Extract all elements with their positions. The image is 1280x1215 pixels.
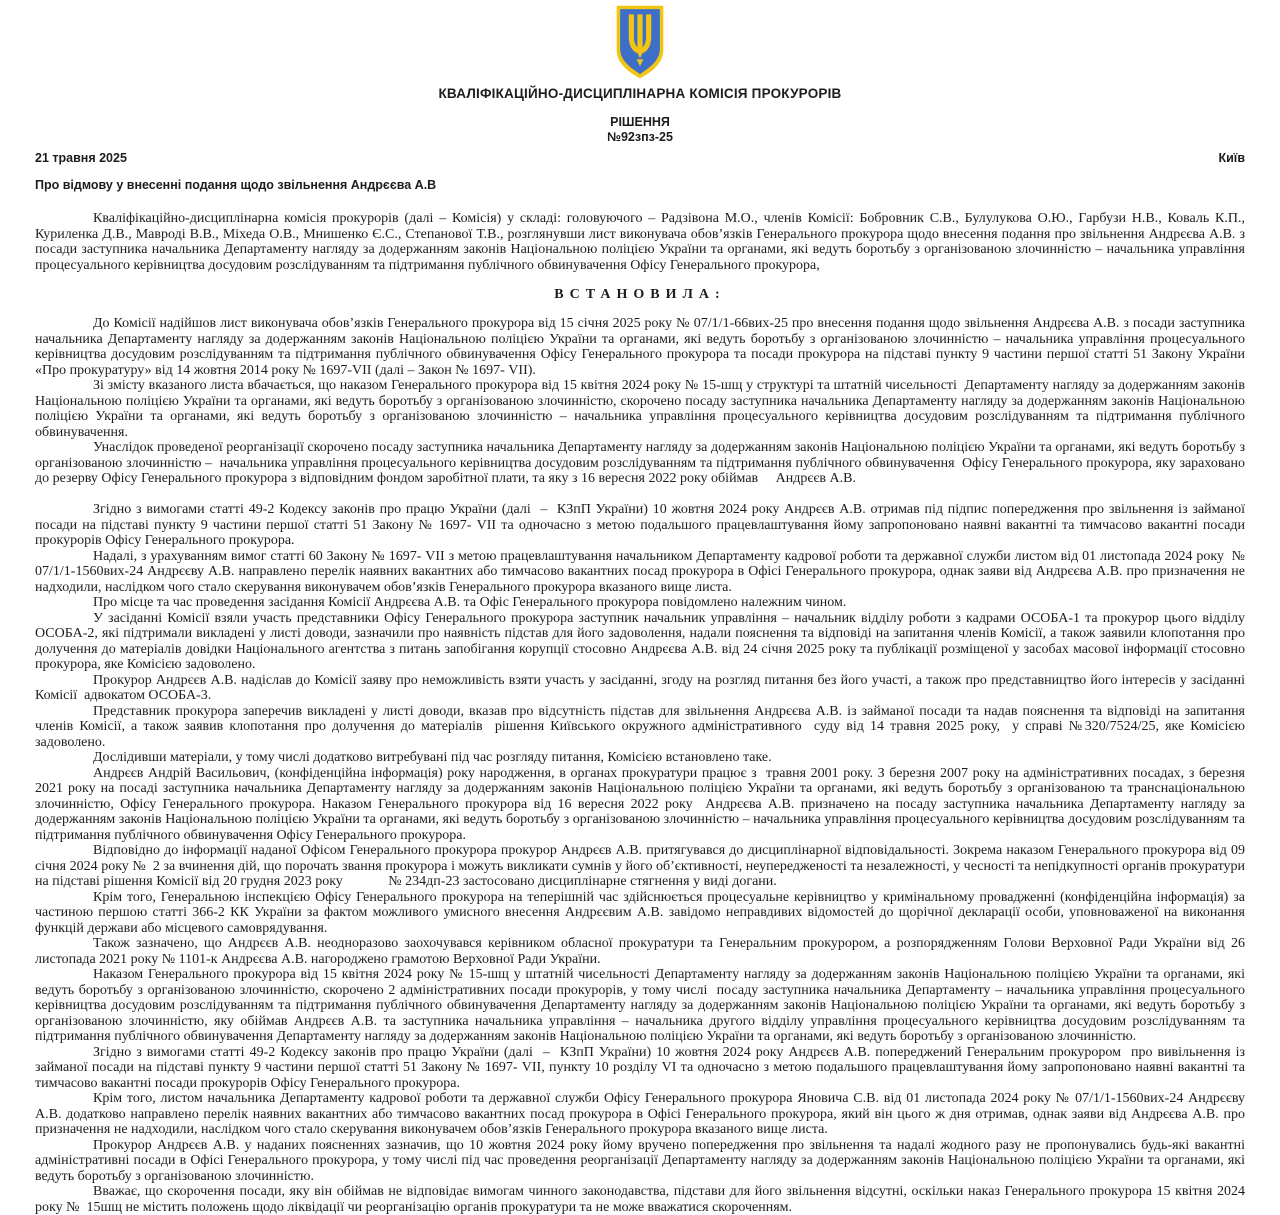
- ukraine-trident-emblem-icon: [614, 4, 666, 80]
- document-type: РІШЕННЯ: [610, 115, 670, 129]
- document-date: 21 травня 2025: [35, 151, 127, 165]
- body-paragraph: Зі змісту вказаного листа вбачається, що наказом Генерального прокурора від 15 квітня 2024 року № 15-шщ у структурі та штатній чисельності Департаменту нагляду за додержанням законів Національною поліцією України та органами, які ведуть боротьбу з організованою злочинністю, скорочено посаду заступника начальника Департаменту нагляду за додержанням законів Національною поліцією України та органами, які ведуть боротьбу з організованою злочинністю – начальника управління процесуального керівництва досудовим розслідуванням та підтримання публічного обвинувачення.: [35, 378, 1245, 440]
- body-paragraph: Унаслідок проведеної реорганізації скорочено посаду заступника начальника Департаменту нагляду за додержанням законів Національною поліцією України та органами, які ведуть боротьбу з організованою злочинністю – начальника управління процесуального керівництва досудовим розслідуванням та підтримання публічного обвинувачення Офісу Генерального прокурора, яку зараховано до резерву Офісу Генерального прокурора з відповідним фондом заробітної плати, та яку з 16 вересня 2022 року обіймав Андрєєв А.В.: [35, 440, 1245, 486]
- body-paragraph: Про місце та час проведення засідання Комісії Андрєєва А.В. та Офіс Генерального прокурора повідомлено належним чином.: [93, 595, 847, 610]
- document-number: №92зпз-25: [607, 130, 673, 144]
- body-paragraph: У засіданні Комісії взяли участь представники Офісу Генерального прокурора заступник начальник управління – начальник відділу роботи з кадрами ОСОБА-1 та прокурор цього відділу ОСОБА-2, які підтримали викладені у листі доводи, зазначили про наявність підстав для його задоволення, надали пояснення та відповіді на запитання членів Комісії, а також заявили клопотання про долучення до матеріалів довідки Національного агентства з питань запобігання корупції стосовно Андрєєва А.В. від 24 січня 2025 року та публікації розміщеної у засобах масової інформації стосовно прокурора, яке Комісією задоволено.: [35, 610, 1245, 672]
- body-paragraph: До Комісії надійшов лист виконувача обов’язків Генерального прокурора від 15 січня 2025 року № 07/1/1-66вих-25 про внесення подання щодо звільнення Андрєєва А.В. з посади заступника начальника Департаменту нагляду за додержанням законів Національною поліцією України та органами, які ведуть боротьбу з організованою злочинністю – начальника управління процесуального керівництва досудовим розслідуванням та підтримання публічного обвинувачення Офісу Генерального прокурора та посади прокурора на підставі пункту 9 частини першої статті 51 Закону України «Про прокуратуру» від 14 жовтня 2014 року № 1697-VII (далі – Закон № 1697- VII).: [35, 316, 1245, 378]
- body-paragraph: Надалі, з урахуванням вимог статті 60 Закону № 1697- VII з метою працевлаштування начальником Департаменту кадрової роботи та державної служби листом від 01 листопада 2024 року № 07/1/1-1560вих-24 Андрєєву А.В. направлено перелік наявних вакантних або тимчасово вакантних посад прокурора в Офісі Генерального прокурора, однак заяви від Андрєєва А.В. про призначення не надходили, наслідком чого стало скерування виконувачем обов’язків Генерального прокурора вказаного вище листа.: [35, 548, 1245, 595]
- emblem-container: [35, 4, 1245, 80]
- body-paragraph: Вважає, що скорочення посади, яку він обіймав не відповідає вимогам чинного законодавства, підстави для його звільнення відсутні, оскільки наказ Генерального прокурора 15 квітня 2024 року № 15шщ не містить положень щодо ліквідації чи реорганізацію органів прокуратури та не може вважатися скороченням.: [35, 1184, 1245, 1215]
- body-paragraph: Також зазначено, що Андрєєв А.В. неодноразово заохочувався керівником обласної прокуратури та Генеральним прокурором, а розпорядженням Голови Верховної Ради України від 26 листопада 2021 року № 1101-к Андрєєва А.В. нагороджено грамотою Верховної Ради України.: [35, 936, 1245, 967]
- document-subject: Про відмову у внесенні подання щодо звільнення Андрєєва А.В: [35, 178, 437, 192]
- organization-name: КВАЛІФІКАЦІЙНО-ДИСЦИПЛІНАРНА КОМІСІЯ ПРОКУРОРІВ: [438, 86, 842, 101]
- body-paragraph: Дослідивши матеріали, у тому числі додатково витребувані під час розгляду питання, Комісією встановлено таке.: [93, 750, 772, 765]
- body-paragraph: Крім того, Генеральною інспекцією Офісу Генерального прокурора на теперішній час здійснюється процесуальне керівництво у кримінальному провадженні (конфіденційна інформація) за частиною першою статті 366-2 КК України за фактом можливого умисного внесення Андрєєвим А.В. завідомо неправдивих відомостей до щорічної декларації особи, уповноваженої на виконання функцій держави або місцевого самоврядування.: [35, 889, 1245, 936]
- body-paragraph: Прокурор Андрєєв А.В. у наданих поясненнях зазначив, що 10 жовтня 2024 року йому вручено попередження про звільнення та надалі жодного разу не пропонувались будь-які вакантні адміністративні посади в Офісі Генерального прокурора, у тому числі під час проведення реорганізації Департаменту нагляду за додержанням законів Національною поліцією України та органами, які ведуть боротьбу з організованою злочинністю.: [35, 1137, 1245, 1184]
- document-city: Київ: [1218, 151, 1245, 165]
- date-city-row: [35, 151, 1245, 165]
- intro-paragraph: Кваліфікаційно-дисциплінарна комісія прокурорів (далі – Комісія) у складі: головуючого – Радзівона М.О., членів Комісії: Бобровник С.В., Булулукова О.Ю., Гарбузи Н.В., Коваль К.П., Куриленка Д.В., Мавроді В.В., Міхеда О.В., Мнишенко Є.С., Степанової Т.В., розглянувши лист виконувача обов’язків Генерального прокурора щодо внесення подання про звільнення Андрєєва А.В. з посади заступника начальника Департаменту нагляду за додержанням законів Національною поліцією України та органами, які ведуть боротьбу з організованою злочинністю – начальника управління процесуального керівництва досудовим розслідуванням та підтримання публічного обвинувачення Офісу Генерального прокурора,: [35, 211, 1245, 273]
- resolved-heading: ВСТАНОВИЛА:: [554, 287, 726, 302]
- body-paragraph: Прокурор Андрєєв А.В. надіслав до Комісії заяву про неможливість взяти участь у засіданні, згоду на розгляд питання без його участі, а також про представництво його інтересів у засіданні Комісії адвокатом ОСОБА-3.: [35, 672, 1245, 703]
- body-paragraph: Згідно з вимогами статті 49-2 Кодексу законів про працю України (далі – КЗпП України) 10 жовтня 2024 року Андрєєв А.В. попереджений Генеральним прокурором про вивільнення із займаної посади на підставі пункту 9 частини першої статті 51 Закону № 1697- VII, пункту 10 розділу VI та одночасно з метою подальшого працевлаштування йому запропоновано наявні вакантні та тимчасово вакантні посади прокурорів Офісу Генерального прокурора.: [35, 1044, 1245, 1091]
- body-paragraph: Андрєєв Андрій Васильович, (конфіденційна інформація) року народження, в органах прокуратури працює з травня 2001 року. З березня 2007 року на адміністративних посадах, з березня 2021 року на посаді заступника начальника Департаменту нагляду за додержанням законів Національною поліцією України та органами, які ведуть боротьбу з організованою та транснаціональною злочинністю, Офісу Генерального прокурора. Наказом Генерального прокурора від 16 вересня 2022 року Андрєєва А.В. призначено на посаду заступника начальника Департаменту нагляду за додержанням законів Національною поліцією України та органами, які ведуть боротьбу з організованою злочинністю – начальника управління процесуального керівництва досудовим розслідуванням та підтримання публічного обвинувачення Офісу Генерального прокурора.: [35, 765, 1245, 843]
- body-paragraph: Представник прокурора заперечив викладені у листі доводи, вказав про відсутність підстав для звільнення Андрєєва А.В. із займаної посади та надав пояснення та відповіді на запитання членів Комісії, а також заявив клопотання про долучення до матеріалів рішення Київського окружного адміністративного суду від 14 травня 2025 року, у справі №320/7524/25, яке Комісією задоволено.: [35, 703, 1245, 750]
- body-paragraph: Наказом Генерального прокурора від 15 квітня 2024 року № 15-шщ у штатній чисельності Департаменту нагляду за додержанням законів Національною поліцією України та органами, які ведуть боротьбу з організованою злочинністю, скорочено 2 адміністративних посади прокурорів, у тому числі посаду заступника начальника Департаменту – начальника управління процесуального керівництва досудовим розслідуванням та підтримання публічного обвинувачення Департаменту нагляду за додержанням законів Національною поліцією України та органами, які ведуть боротьбу з організованою злочинністю, яку обіймав Андрєєв А.В. та заступника начальника управління – начальника другого відділу управління процесуального керівництва досудовим розслідуванням та підтримання публічного обвинувачення Департаменту нагляду за додержанням законів Національною поліцією України та органами, які ведуть боротьбу з організованою злочинністю.: [35, 967, 1245, 1044]
- body-paragraph: Крім того, листом начальника Департаменту кадрової роботи та державної служби Офісу Генерального прокурора Яновича С.В. від 01 листопада 2024 року № 07/1/1-1560вих-24 Андрєєву А.В. додатково направлено перелік наявних вакантних або тимчасово вакантних посад прокурора в Офісі Генерального прокурора, який він цього ж дня отримав, однак заяви від Андрєєва А.В. про призначення не надходили, наслідком чого стало скерування виконувачем обов’язків Генерального прокурора вказаного вище листа.: [35, 1091, 1245, 1137]
- body-paragraph: Відповідно до інформації наданої Офісом Генерального прокурора прокурор Андрєєв А.В. притягувався до дисциплінарної відповідальності. Зокрема наказом Генерального прокурора від 09 січня 2024 року № 2 за вчинення дій, що порочать звання прокурора і можуть викликати сумнів у його об’єктивності, неупередженості та незалежності, у чесності та непідкупності органів прокуратури на підставі рішення Комісії від 20 грудня 2023 року № 234дп-23 застосовано дисциплінарне стягнення у виді догани.: [35, 843, 1245, 889]
- body-paragraph: Згідно з вимогами статті 49-2 Кодексу законів про працю України (далі – КЗпП України) 10 жовтня 2024 року Андрєєв А.В. отримав під підпис попередження про звільнення із займаної посади на підставі пункту 9 частини першої статті 51 Закону № 1697- VII та одночасно з метою подальшого працевлаштування йому запропоновано наявні вакантні та тимчасово вакантні посади прокурорів Офісу Генерального прокурора.: [35, 502, 1245, 548]
